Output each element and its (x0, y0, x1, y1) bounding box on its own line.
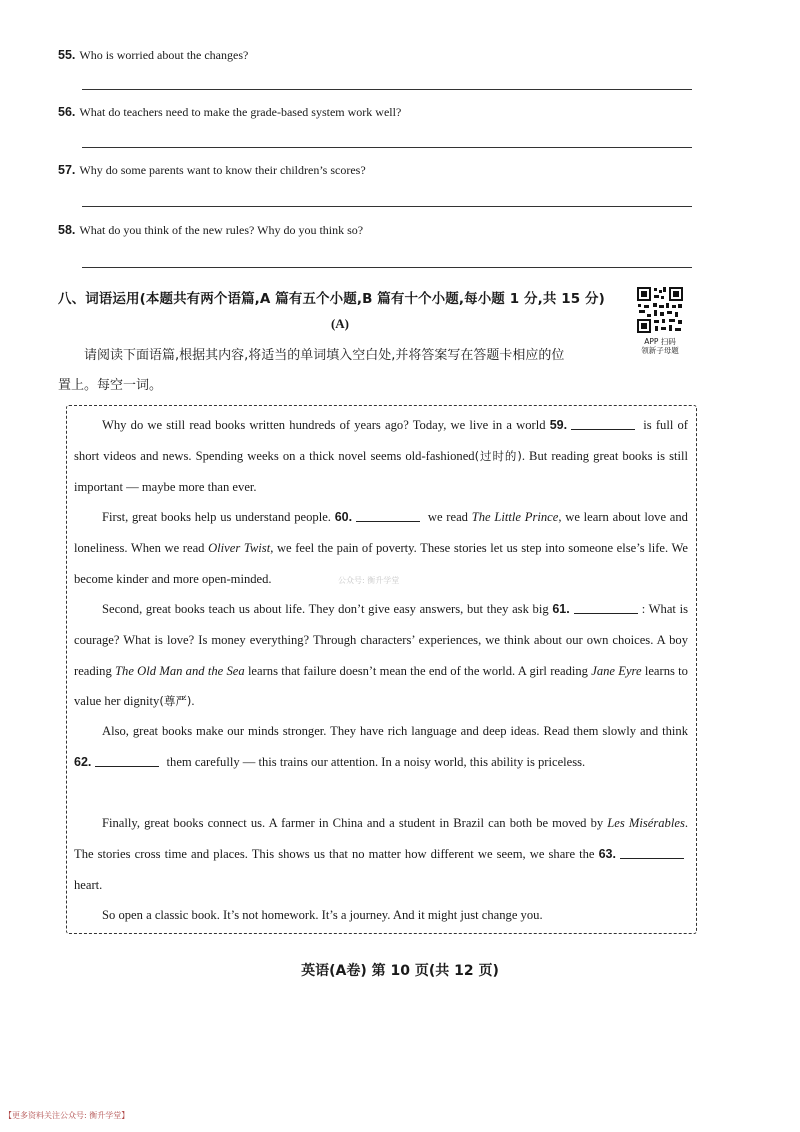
qr-code-icon[interactable] (636, 286, 684, 334)
chinese-gloss: (尊严) (159, 694, 192, 709)
blank-60[interactable] (356, 509, 420, 522)
answer-line-56[interactable] (82, 147, 692, 148)
paragraph-text: Why do we still read books written hundreds of years ago? Today, we live in a world (102, 418, 546, 432)
book-title: Jane Eyre (591, 663, 642, 678)
paragraph-text: Second, great books teach us about life. They don’t give easy answers, but they ask big (102, 602, 549, 616)
paragraph-text: : What is courage? What is love? Is money everything? Through characters’ experiences, we think about our own choices. A boy reading (74, 602, 688, 678)
book-title: The Little Prince (471, 510, 559, 524)
paragraph-5 (74, 808, 688, 900)
question-text: What do you think of the new rules? Why do you think so? (79, 223, 364, 237)
question-55 (58, 48, 248, 63)
question-text: What do teachers need to make the grade-based system work well? (79, 105, 402, 119)
paragraph-text: heart. (74, 877, 103, 892)
question-text: Who is worried about the changes? (79, 48, 249, 62)
paragraph-text: them carefully — this trains our attention. In a noisy world, this ability is priceless. (166, 754, 586, 769)
paragraph-4 (74, 716, 688, 778)
blank-number: 62. (74, 754, 92, 769)
paragraph-text: First, great books help us understand people. (102, 510, 331, 524)
passage-label: (A) (330, 316, 350, 331)
answer-line-55[interactable] (82, 89, 692, 90)
paragraph-3 (74, 594, 688, 717)
paragraph-text: is full of short videos and news. Spending weeks on a thick novel seems old-fashioned (74, 418, 688, 463)
paragraph-text: . But reading great books is still important — maybe more than ever. (74, 448, 688, 494)
blank-number: 60. (334, 510, 353, 524)
answer-line-58[interactable] (82, 267, 692, 268)
chinese-gloss: (过时的) (474, 448, 522, 463)
question-number: 55. (58, 48, 76, 62)
corner-note: 【更多资料关注公众号: 衡升学堂】 (4, 1111, 130, 1120)
watermark: 公众号: 衡升学堂 (338, 576, 400, 585)
paragraph-text: , we feel the pain of poverty. These stories let us step into someone else’s life. We become kinder and more open-minded. (74, 540, 688, 586)
paragraph-text: Also, great books make our minds stronger. They have rich language and deep ideas. Read them slowly and think (102, 724, 688, 738)
question-number: 57. (58, 163, 76, 177)
qr-caption-line-2: 领新子母题 (641, 346, 679, 355)
paragraph-text: So open a classic book. It’s not homework. It’s a journey. And it might just change you. (102, 908, 543, 922)
instruction-line-1: 请阅读下面语篇,根据其内容,将适当的单词填入空白处,并将答案写在答题卡相应的位 (84, 348, 565, 363)
question-58 (58, 223, 363, 238)
paragraph-text: we read (427, 510, 468, 524)
blank-number: 61. (552, 602, 570, 616)
qr-caption (626, 337, 694, 355)
paragraph-text: , we learn about love and loneliness. When we read (74, 510, 688, 555)
question-text: Why do some parents want to know their children’s scores? (79, 163, 366, 177)
question-57 (58, 163, 366, 178)
question-number: 56. (58, 105, 76, 119)
book-title: The Old Man and the Sea (115, 663, 245, 678)
paragraph-text: Finally, great books connect us. A farmer in China and a student in Brazil can both be moved by (102, 816, 604, 830)
page-footer: 英语(A卷) 第 10 页(共 12 页) (301, 963, 499, 979)
question-number: 58. (58, 223, 76, 237)
section-title: 八、词语运用(本题共有两个语篇,A 篇有五个小题,B 篇有十个小题,每小题 1 分,共 15 分) (58, 291, 605, 307)
blank-number: 59. (549, 418, 568, 432)
answer-line-57[interactable] (82, 206, 692, 207)
paragraph-6 (74, 900, 688, 931)
book-title: Oliver Twist (208, 540, 271, 555)
blank-59[interactable] (571, 417, 635, 430)
blank-number: 63. (598, 846, 616, 861)
blank-62[interactable] (95, 754, 159, 767)
paragraph-text: learns to value her dignity (74, 663, 688, 709)
book-title: Les Misérables (607, 816, 685, 830)
qr-caption-line-1: APP 扫码 (644, 337, 676, 346)
blank-63[interactable] (620, 846, 684, 859)
blank-61[interactable] (574, 601, 638, 614)
paragraph-text: learns that failure doesn’t mean the end of the world. A girl reading (247, 663, 588, 678)
paragraph-text: . (191, 694, 195, 709)
instruction-line-2: 置上。每空一词。 (58, 378, 163, 393)
paragraph-text: . The stories cross time and places. This shows us that no matter how different we seem, we share the (74, 816, 689, 861)
question-56 (58, 105, 401, 120)
paragraph-1 (74, 410, 688, 502)
